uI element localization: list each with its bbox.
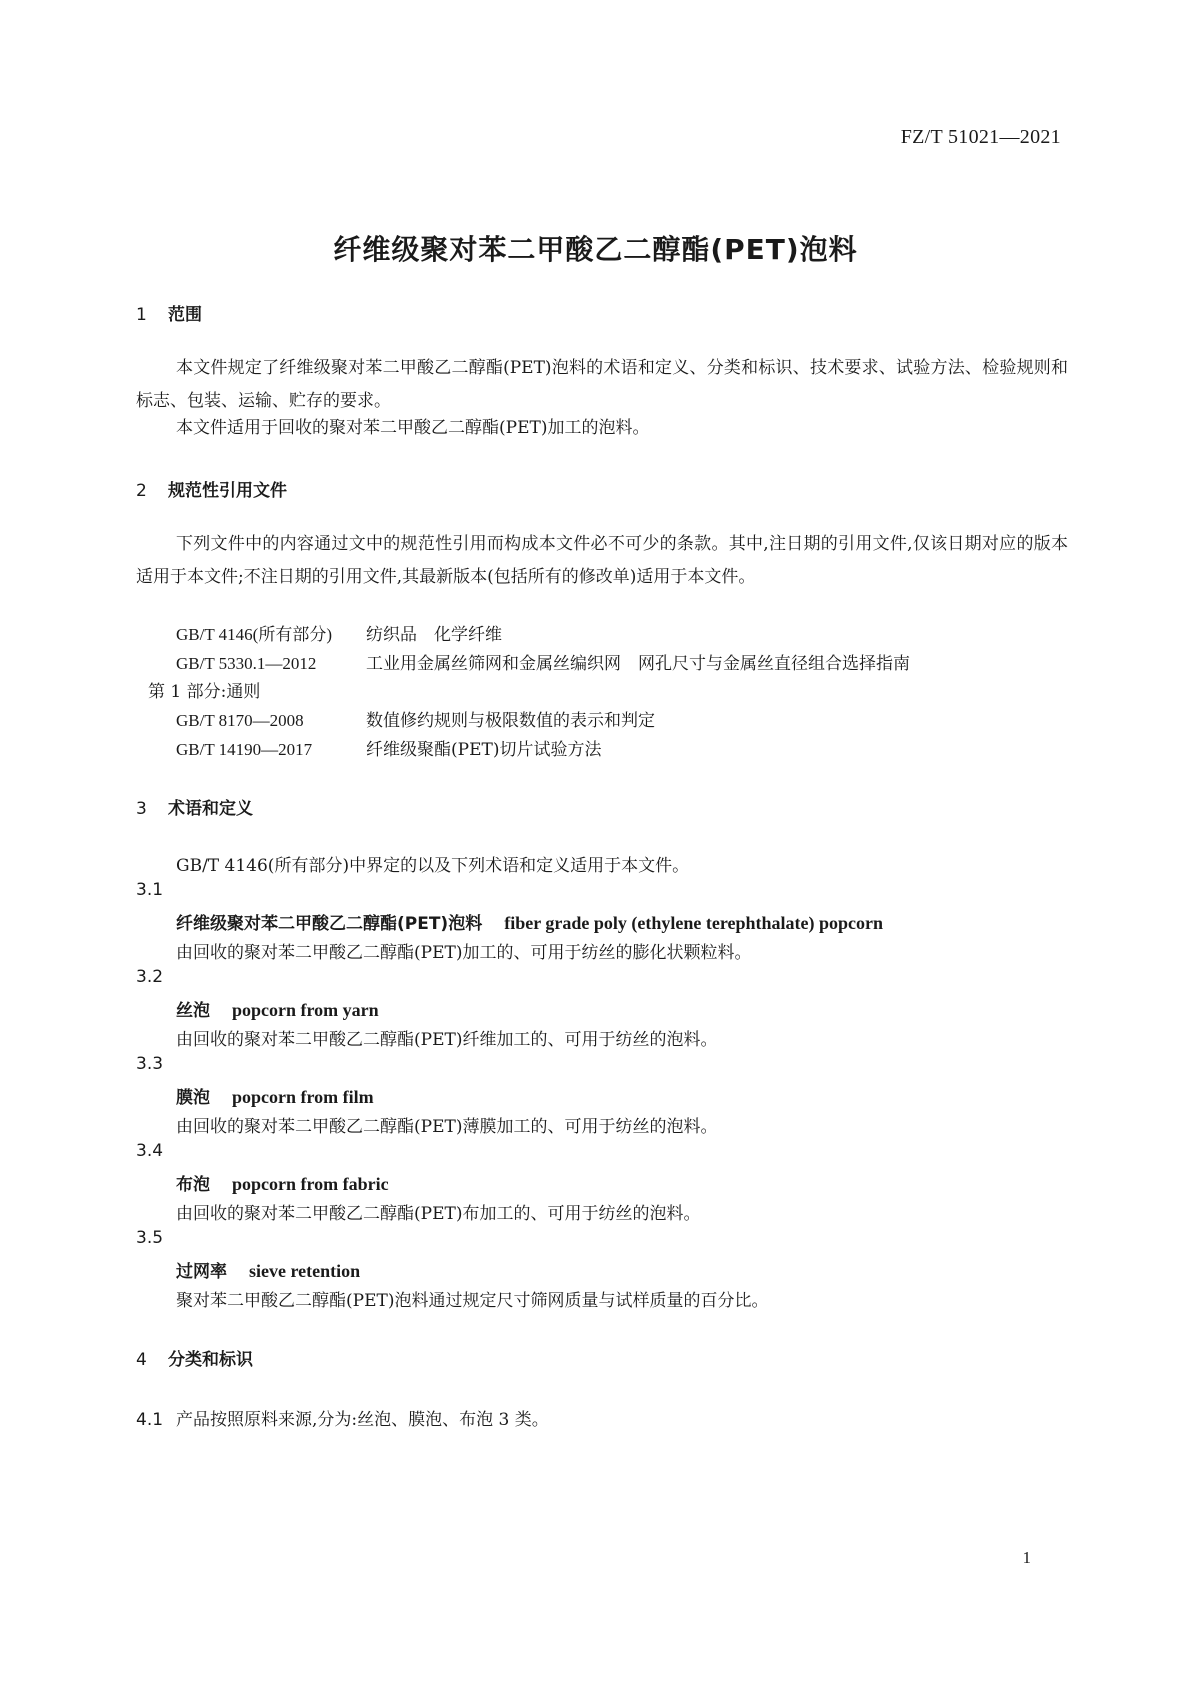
clause-number: 4.1 — [136, 1410, 164, 1430]
section-title: 范围 — [168, 305, 202, 325]
reference-continuation: 第 1 部分:通则 — [148, 682, 261, 702]
reference-code: GB/T 14190—2017 — [176, 740, 313, 759]
term-heading — [176, 1083, 374, 1108]
reference-item — [176, 620, 502, 645]
clause-4-1 — [136, 1405, 549, 1430]
reference-item — [176, 649, 910, 674]
term-number: 3.1 — [136, 880, 164, 900]
term-en: popcorn from film — [232, 1087, 374, 1107]
term-definition: 由回收的聚对苯二甲酸乙二醇酯(PET)加工的、可用于纺丝的膨化状颗粒料。 — [176, 943, 752, 963]
reference-title: 数值修约规则与极限数值的表示和判定 — [366, 711, 655, 731]
section-1-heading — [136, 300, 202, 325]
page-number: 1 — [1022, 1548, 1031, 1567]
term-en: popcorn from yarn — [232, 1000, 379, 1020]
reference-title: 纺织品 化学纤维 — [366, 625, 502, 645]
term-heading — [176, 1170, 389, 1195]
section-1-paragraph-1: 本文件规定了纤维级聚对苯二甲酸乙二醇酯(PET)泡料的术语和定义、分类和标识、技术要求、试验方法、检验规则和标志、包装、运输、贮存的要求。 — [136, 358, 1068, 411]
term-zh: 过网率 — [176, 1262, 227, 1282]
section-number: 4 — [136, 1350, 147, 1370]
section-1-paragraph-2: 本文件适用于回收的聚对苯二甲酸乙二醇酯(PET)加工的泡料。 — [176, 418, 650, 438]
section-title: 术语和定义 — [168, 799, 253, 819]
term-zh: 丝泡 — [176, 1001, 210, 1021]
document-title: 纤维级聚对苯二甲酸乙二醇酯(PET)泡料 — [333, 233, 858, 266]
term-heading — [176, 996, 379, 1021]
section-title: 分类和标识 — [168, 1350, 253, 1370]
term-definition: 由回收的聚对苯二甲酸乙二醇酯(PET)薄膜加工的、可用于纺丝的泡料。 — [176, 1117, 718, 1137]
term-definition: 由回收的聚对苯二甲酸乙二醇酯(PET)纤维加工的、可用于纺丝的泡料。 — [176, 1030, 718, 1050]
reference-title: 工业用金属丝筛网和金属丝编织网 网孔尺寸与金属丝直径组合选择指南 — [366, 654, 910, 674]
clause-text: 产品按照原料来源,分为:丝泡、膜泡、布泡 3 类。 — [176, 1410, 549, 1430]
term-number: 3.4 — [136, 1141, 164, 1161]
term-en: sieve retention — [249, 1261, 361, 1281]
section-number: 2 — [136, 481, 147, 501]
term-zh: 膜泡 — [176, 1088, 210, 1108]
reference-code: GB/T 4146(所有部分) — [176, 625, 332, 644]
section-2-paragraph: 下列文件中的内容通过文中的规范性引用而构成本文件必不可少的条款。其中,注日期的引用文件,仅该日期对应的版本适用于本文件;不注日期的引用文件,其最新版本(包括所有的修改单)适用于本文件。 — [136, 534, 1068, 587]
section-3-heading — [136, 794, 253, 819]
reference-item — [176, 706, 655, 731]
reference-code: GB/T 5330.1—2012 — [176, 654, 317, 673]
term-definition: 聚对苯二甲酸乙二醇酯(PET)泡料通过规定尺寸筛网质量与试样质量的百分比。 — [176, 1291, 769, 1311]
term-definition: 由回收的聚对苯二甲酸乙二醇酯(PET)布加工的、可用于纺丝的泡料。 — [176, 1204, 701, 1224]
term-number: 3.2 — [136, 967, 164, 987]
reference-code: GB/T 8170—2008 — [176, 711, 304, 730]
term-en: fiber grade poly (ethylene terephthalate) popcorn — [504, 913, 884, 933]
term-zh: 布泡 — [176, 1175, 210, 1195]
section-title: 规范性引用文件 — [168, 481, 287, 501]
term-number: 3.5 — [136, 1228, 164, 1248]
section-4-heading — [136, 1345, 253, 1370]
reference-item — [176, 735, 601, 760]
term-en: popcorn from fabric — [232, 1174, 389, 1194]
term-number: 3.3 — [136, 1054, 164, 1074]
term-heading — [176, 1257, 360, 1282]
reference-title: 纤维级聚酯(PET)切片试验方法 — [366, 740, 602, 760]
section-number: 3 — [136, 799, 147, 819]
term-zh: 纤维级聚对苯二甲酸乙二醇酯(PET)泡料 — [176, 914, 483, 934]
section-number: 1 — [136, 305, 147, 325]
section-3-intro: GB/T 4146(所有部分)中界定的以及下列术语和定义适用于本文件。 — [176, 856, 690, 876]
section-2-heading — [136, 476, 287, 501]
standard-code: FZ/T 51021—2021 — [900, 126, 1061, 148]
term-heading — [176, 909, 883, 934]
